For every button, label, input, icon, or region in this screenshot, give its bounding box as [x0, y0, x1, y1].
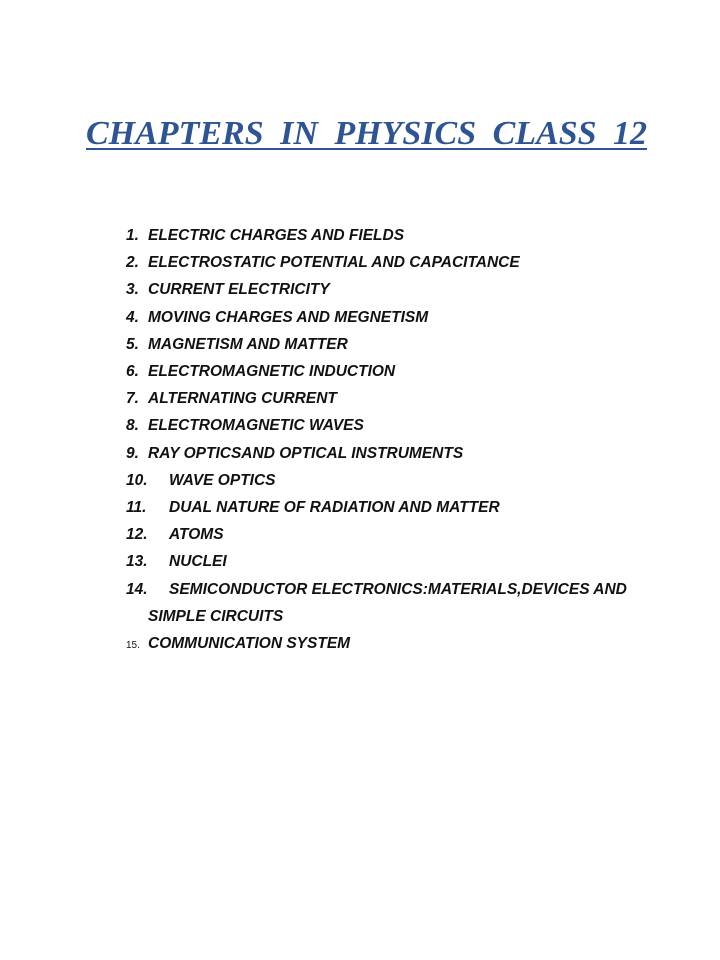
chapter-title: CURRENT ELECTRICITY	[148, 281, 330, 299]
chapter-title: ELECTRIC CHARGES AND FIELDS	[148, 227, 405, 244]
chapter-number: 6.	[126, 363, 139, 381]
chapter-title: ELECTROSTATIC POTENTIAL AND CAPACITANCE	[148, 254, 520, 272]
chapter-number: 11.	[126, 499, 147, 517]
chapter-number: 8.	[126, 417, 139, 435]
chapter-title: NUCLEI	[169, 553, 227, 571]
page-title: CHAPTERS IN PHYSICS CLASS 12	[86, 115, 648, 152]
list-item	[126, 467, 686, 494]
chapter-number: 3.	[126, 281, 139, 299]
list-item	[126, 521, 686, 548]
chapter-number: 4.	[126, 308, 139, 326]
list-item	[126, 222, 686, 249]
chapter-title: MAGNETISM AND MATTER	[148, 335, 348, 353]
chapter-list	[126, 222, 686, 659]
chapter-number: 5.	[126, 335, 139, 353]
list-item	[126, 412, 686, 439]
list-item	[126, 630, 686, 659]
chapter-title: WAVE OPTICS	[169, 471, 276, 489]
chapter-title: MOVING CHARGES AND MEGNETISM	[148, 308, 429, 326]
chapter-number: 9.	[126, 444, 139, 462]
chapter-title: SEMICONDUCTOR ELECTRONICS:MATERIALS,DEVICES AND	[169, 580, 627, 598]
list-item	[126, 304, 686, 331]
chapter-title: COMMUNICATION SYSTEM	[148, 635, 351, 653]
chapter-number: 1.	[126, 227, 139, 244]
list-item	[126, 249, 686, 276]
list-item	[126, 548, 686, 575]
chapter-number: 15.	[126, 640, 140, 652]
chapter-title: DUAL NATURE OF RADIATION AND MATTER	[169, 499, 500, 517]
chapter-title: ATOMS	[169, 526, 224, 544]
chapter-title: ALTERNATING CURRENT	[148, 390, 337, 408]
chapter-number: 2.	[126, 254, 139, 272]
chapter-title: ELECTROMAGNETIC INDUCTION	[148, 363, 396, 381]
chapter-title-continuation: SIMPLE CIRCUITS	[148, 607, 284, 625]
chapter-number: 7.	[126, 390, 139, 408]
list-item	[126, 440, 686, 467]
list-item	[126, 331, 686, 358]
chapter-number: 12.	[126, 526, 148, 544]
list-item	[126, 385, 686, 412]
list-item	[126, 276, 686, 303]
chapter-title: RAY OPTICSAND OPTICAL INSTRUMENTS	[148, 444, 464, 462]
list-item	[126, 494, 686, 521]
chapter-title: ELECTROMAGNETIC WAVES	[148, 417, 364, 435]
chapter-number: 13.	[126, 553, 148, 571]
list-item	[126, 576, 686, 630]
chapter-number: 10.	[126, 471, 148, 489]
chapter-number: 14.	[126, 580, 148, 598]
list-item	[126, 358, 686, 385]
